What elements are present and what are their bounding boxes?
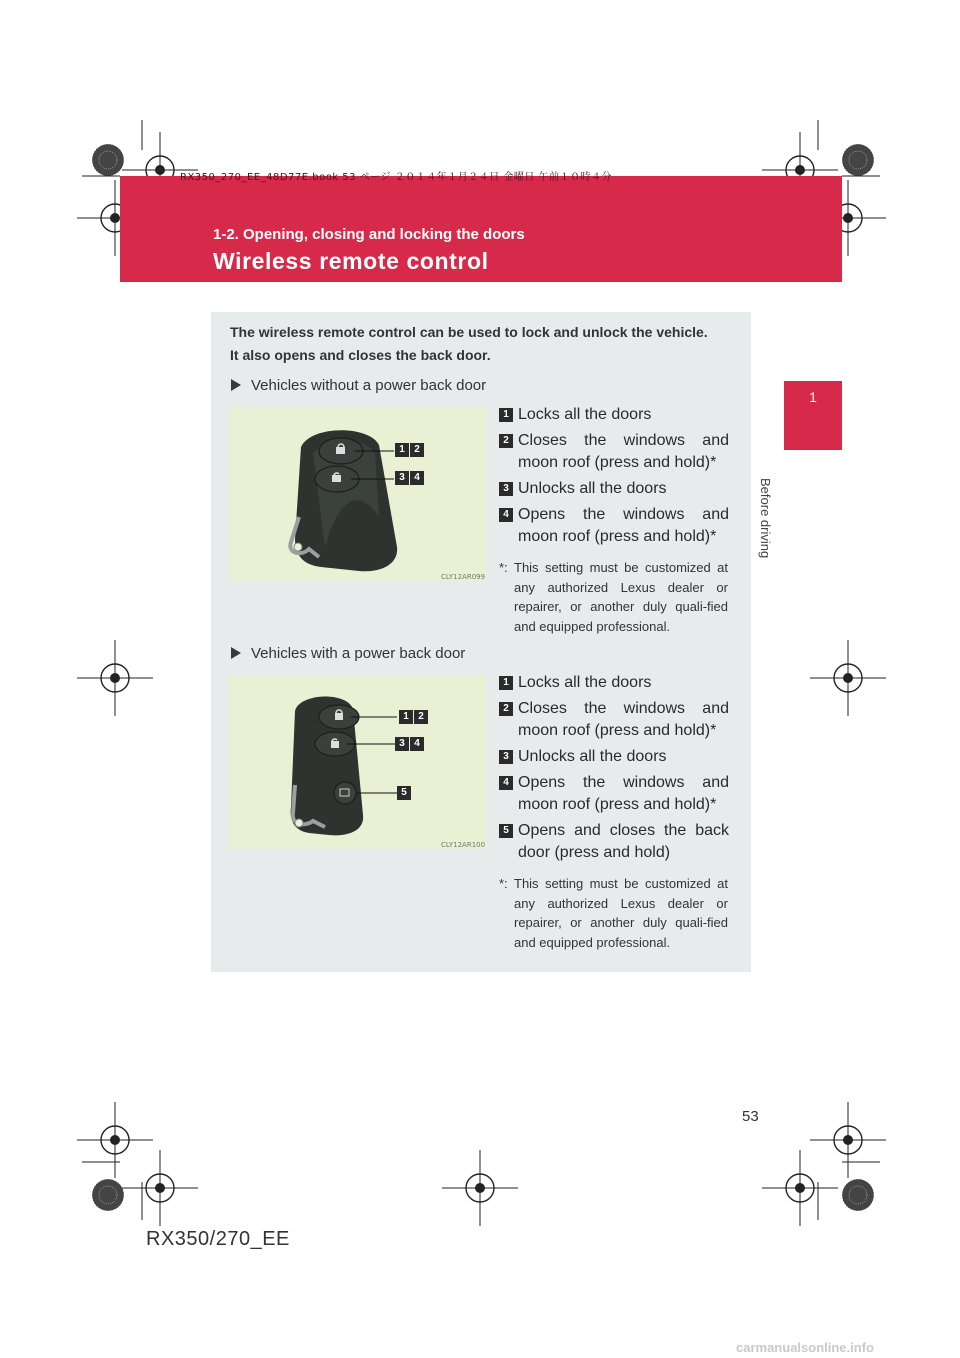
list-item: 3 Unlocks all the doors [499,478,729,500]
item-number-badge: 5 [499,824,513,838]
intro-line-2: It also opens and closes the back door. [230,347,491,363]
chapter-label: Before driving [758,478,773,559]
page-number: 53 [742,1108,759,1125]
model-code: RX350/270_EE [146,1228,290,1250]
list-item: 1 Locks all the doors [499,404,729,426]
list-item: 2 Closes the windows and moon roof (press and hold)* [499,698,729,742]
sunburst-mark [92,144,124,176]
sunburst-mark [92,1179,124,1211]
image-code: CLY12AR099 [441,573,486,581]
intro-line-1: The wireless remote control can be used to lock and unlock the vehicle. [230,324,708,340]
key-fob-image-b: 1 2 3 4 5 CLY12AR100 [229,675,486,849]
key-fob-image-a: 1 2 3 4 CLY12AR099 [229,407,486,581]
item-number-badge: 2 [499,434,513,448]
key-fob-illustration [229,407,486,581]
list-item: 5 Opens and closes the back door (press and hold) [499,820,729,864]
item-number-badge: 3 [499,482,513,496]
triangle-bullet-icon [231,379,241,391]
section-heading-without-power-door: Vehicles without a power back door [231,377,486,394]
image-code: CLY12AR100 [441,841,486,849]
list-item: 4 Opens the windows and moon roof (press and hold)* [499,772,729,816]
watermark: carmanualsonline.info [736,1340,874,1355]
sunburst-mark [842,1179,874,1211]
item-number-badge: 3 [499,750,513,764]
list-item: 4 Opens the windows and moon roof (press and hold)* [499,504,729,548]
list-item: 3 Unlocks all the doors [499,746,729,768]
item-number-badge: 1 [499,676,513,690]
file-stamp: RX350_270_EE_48D77E.book 53 ページ ２０１４年１月２４日 金曜日 午前１０時４分 [180,172,613,183]
sunburst-mark [842,144,874,176]
footnote: *: This setting must be customized at any authorized Lexus dealer or repairer, or another duly quali-fied and equipped professional. [499,876,728,950]
item-number-badge: 2 [499,702,513,716]
item-number-badge: 4 [499,508,513,522]
page-title: Wireless remote control [213,248,489,274]
key-fob-illustration [229,675,486,849]
section-title: 1-2. Opening, closing and locking the doors [213,226,525,243]
chapter-number: 1 [809,389,817,405]
footnote: *: This setting must be customized at any authorized Lexus dealer or repairer, or another duly quali-fied and equipped professional. [499,560,728,634]
section-heading-with-power-door: Vehicles with a power back door [231,645,465,662]
list-item: 2 Closes the windows and moon roof (press and hold)* [499,430,729,474]
item-number-badge: 4 [499,776,513,790]
list-item: 1 Locks all the doors [499,672,729,694]
triangle-bullet-icon [231,647,241,659]
item-number-badge: 1 [499,408,513,422]
